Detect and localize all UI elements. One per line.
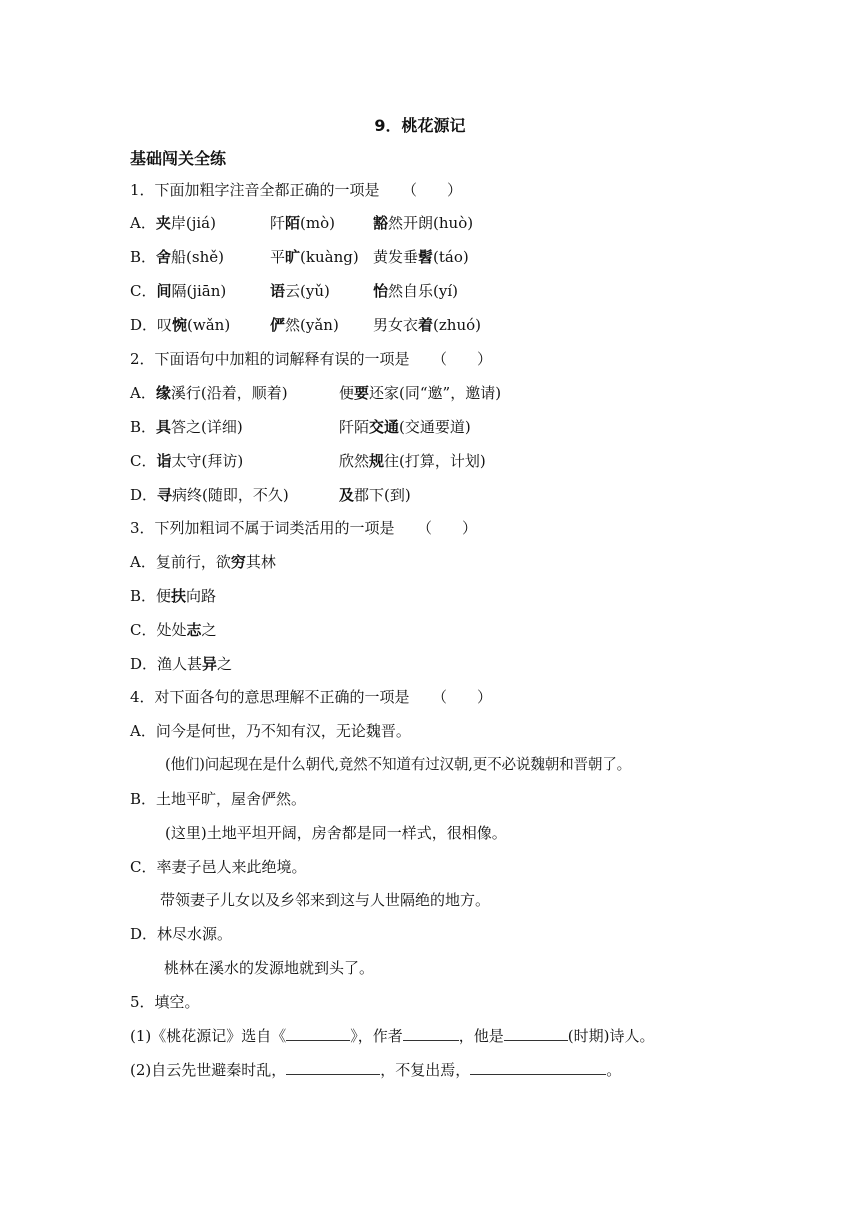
- q2-option-c: C．诣太守(拜访) 欣然规往(打算，计划): [130, 452, 486, 470]
- q1-option-d: D．叹惋(wǎn) 俨然(yǎn) 男女衣着(zhuó): [130, 316, 481, 334]
- q3-option-a: A．复前行，欲穷其林: [130, 553, 276, 571]
- q4-option-d-translation: 桃林在溪水的发源地就到头了。: [164, 959, 375, 977]
- fill-blank[interactable]: [286, 1026, 350, 1041]
- q2-stem: 2．下面语句中加粗的词解释有误的一项是 （ ）: [130, 350, 493, 368]
- q4-option-a: A．问今是何世，乃不知有汉，无论魏晋。: [130, 722, 411, 740]
- q2-option-a: A．缘溪行(沿着，顺着) 便要还家(同“邀”，邀请): [130, 384, 502, 402]
- fill-blank[interactable]: [504, 1026, 568, 1041]
- q5-stem: 5．填空。: [130, 993, 200, 1011]
- q2-option-b: B．具答之(详细) 阡陌交通(交通要道): [130, 418, 471, 436]
- q1-option-a: A．夹岸(jiá) 阡陌(mò) 豁然开朗(huò): [130, 214, 474, 232]
- q1-option-b: B．舍船(shě) 平旷(kuàng) 黄发垂髫(táo): [130, 248, 469, 266]
- q5-fill-line-2: (2)自云先世避秦时乱， ，不复出焉， 。: [130, 1061, 622, 1079]
- q4-option-d: D．林尽水源。: [130, 925, 233, 943]
- q3-stem: 3．下列加粗词不属于词类活用的一项是 （ ）: [130, 519, 478, 537]
- fill-blank[interactable]: [403, 1026, 459, 1041]
- page-title: 9．桃花源记: [374, 116, 466, 135]
- q4-option-b: B．土地平旷，屋舍俨然。: [130, 790, 307, 808]
- q4-stem: 4．对下面各句的意思理解不正确的一项是 （ ）: [130, 688, 493, 706]
- q3-option-d: D．渔人甚异之: [130, 655, 233, 673]
- q4-option-c: C．率妻子邑人来此绝境。: [130, 858, 307, 876]
- q1-option-c: C．间隔(jiān) 语云(yǔ) 怡然自乐(yí): [130, 282, 458, 300]
- fill-blank[interactable]: [470, 1060, 606, 1075]
- q5-fill-line-1: (1)《桃花源记》选自《 》，作者 ，他是 (时期)诗人。: [130, 1027, 655, 1045]
- q4-option-b-translation: (这里)土地平坦开阔，房舍都是同一样式，很相像。: [165, 824, 507, 842]
- fill-blank[interactable]: [286, 1060, 380, 1075]
- q3-option-c: C．处处志之: [130, 621, 217, 639]
- q4-option-a-translation: (他们)问起现在是什么朝代,竟然不知道有过汉朝,更不必说魏朝和晋朝了。: [165, 756, 632, 773]
- q4-option-c-translation: 带领妻子儿女以及乡邻来到这与人世隔绝的地方。: [160, 891, 491, 909]
- q1-stem: 1．下面加粗字注音全都正确的一项是 （ ）: [130, 181, 463, 199]
- q2-option-d: D．寻病终(随即，不久) 及郡下(到): [130, 486, 411, 504]
- section-heading: 基础闯关全练: [130, 149, 227, 168]
- q3-option-b: B．便扶向路: [130, 587, 217, 605]
